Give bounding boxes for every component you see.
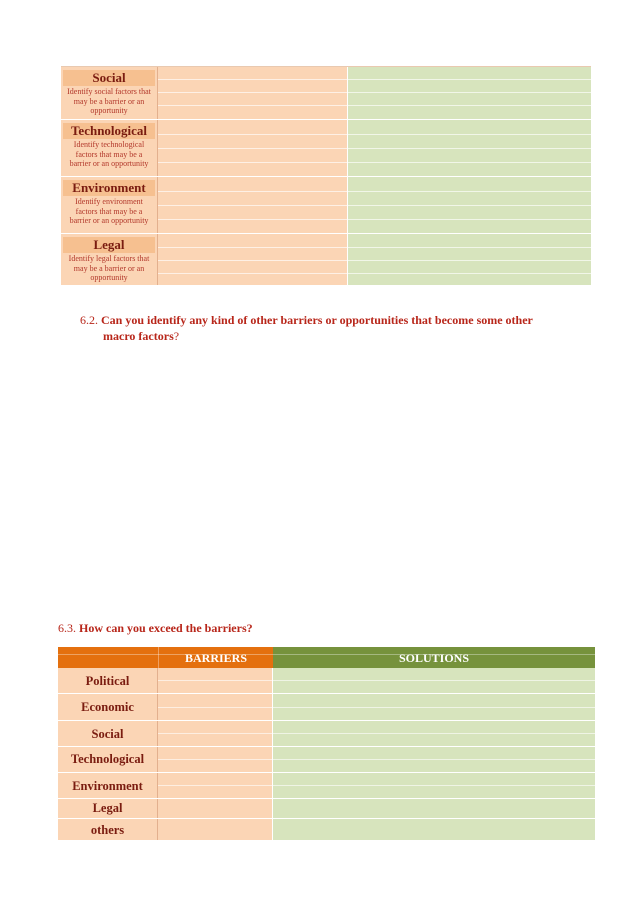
factor-description: Identify social factors that may be a barrier or an opportunity [67,87,151,116]
solution-input-cell[interactable] [273,819,595,840]
cell-line [158,191,591,192]
header-empty-cell [58,647,158,668]
factor-title: Technological [63,123,155,139]
question-6-2-continued [103,328,583,344]
solution-input-cell[interactable] [273,799,595,818]
header-barriers: BARRIERS [158,647,273,668]
table-row [58,721,595,746]
question-6-3 [58,620,458,636]
barrier-input-cell[interactable] [158,799,273,818]
cell-line [158,105,591,106]
cell-line [158,785,595,786]
table-header-row [58,647,595,668]
table-row [58,694,595,720]
table-row [58,819,595,840]
question-mark: ? [173,329,180,343]
cell-line [158,79,591,80]
barrier-category: others [58,819,158,840]
cell-line [158,733,595,734]
cell-line [158,707,595,708]
factor-row-legal [61,234,591,285]
table-row [58,668,595,693]
factor-row-social [61,67,591,119]
table-row [58,799,595,818]
factor-label-cell [61,120,158,176]
barrier-category: Social [58,721,158,746]
barrier-input-cell[interactable] [158,67,348,119]
factor-title: Environment [63,180,155,196]
question-number: 6.2. [80,313,98,327]
barrier-category: Political [58,668,158,693]
barriers-solutions-table [58,647,595,840]
cell-line [158,219,591,220]
cell-line [158,247,591,248]
factor-label-cell [61,67,158,119]
factor-description: Identify legal factors that may be a barrier or an opportunity [68,254,150,283]
cell-line [158,162,591,163]
factor-row-environment [61,177,591,233]
cell-line [158,680,595,681]
cell-line [158,759,595,760]
factor-label-cell [61,177,158,233]
opportunity-input-cell[interactable] [348,67,591,119]
barrier-category: Technological [58,747,158,772]
factor-label-cell [61,234,158,285]
cell-line [158,205,591,206]
question-text-line2: macro factors [103,329,174,343]
cell-line [158,148,591,149]
question-number: 6.3. [58,621,76,635]
factor-description: Identify technological factors that may be a barrier or an opportunity [69,140,149,169]
table-row [58,773,595,798]
factor-description: Identify environment factors that may be a barrier or an opportunity [69,197,149,226]
factor-title: Social [63,70,155,86]
cell-line [158,273,591,274]
barrier-category: Environment [58,773,158,798]
factor-title: Legal [63,237,155,253]
question-text-line1: Can you identify any kind of other barriers or opportunities that become some other [101,313,533,327]
table-row [58,747,595,772]
factors-table [61,66,591,285]
barrier-category: Legal [58,799,158,818]
barrier-category: Economic [58,694,158,720]
barrier-input-cell[interactable] [158,819,273,840]
cell-line [158,92,591,93]
header-solutions: SOLUTIONS [273,647,595,668]
factor-row-technological [61,120,591,176]
cell-line [158,260,591,261]
question-text: How can you exceed the barriers? [79,621,253,635]
header-line [58,654,595,655]
question-6-2 [80,312,580,328]
cell-line [158,134,591,135]
